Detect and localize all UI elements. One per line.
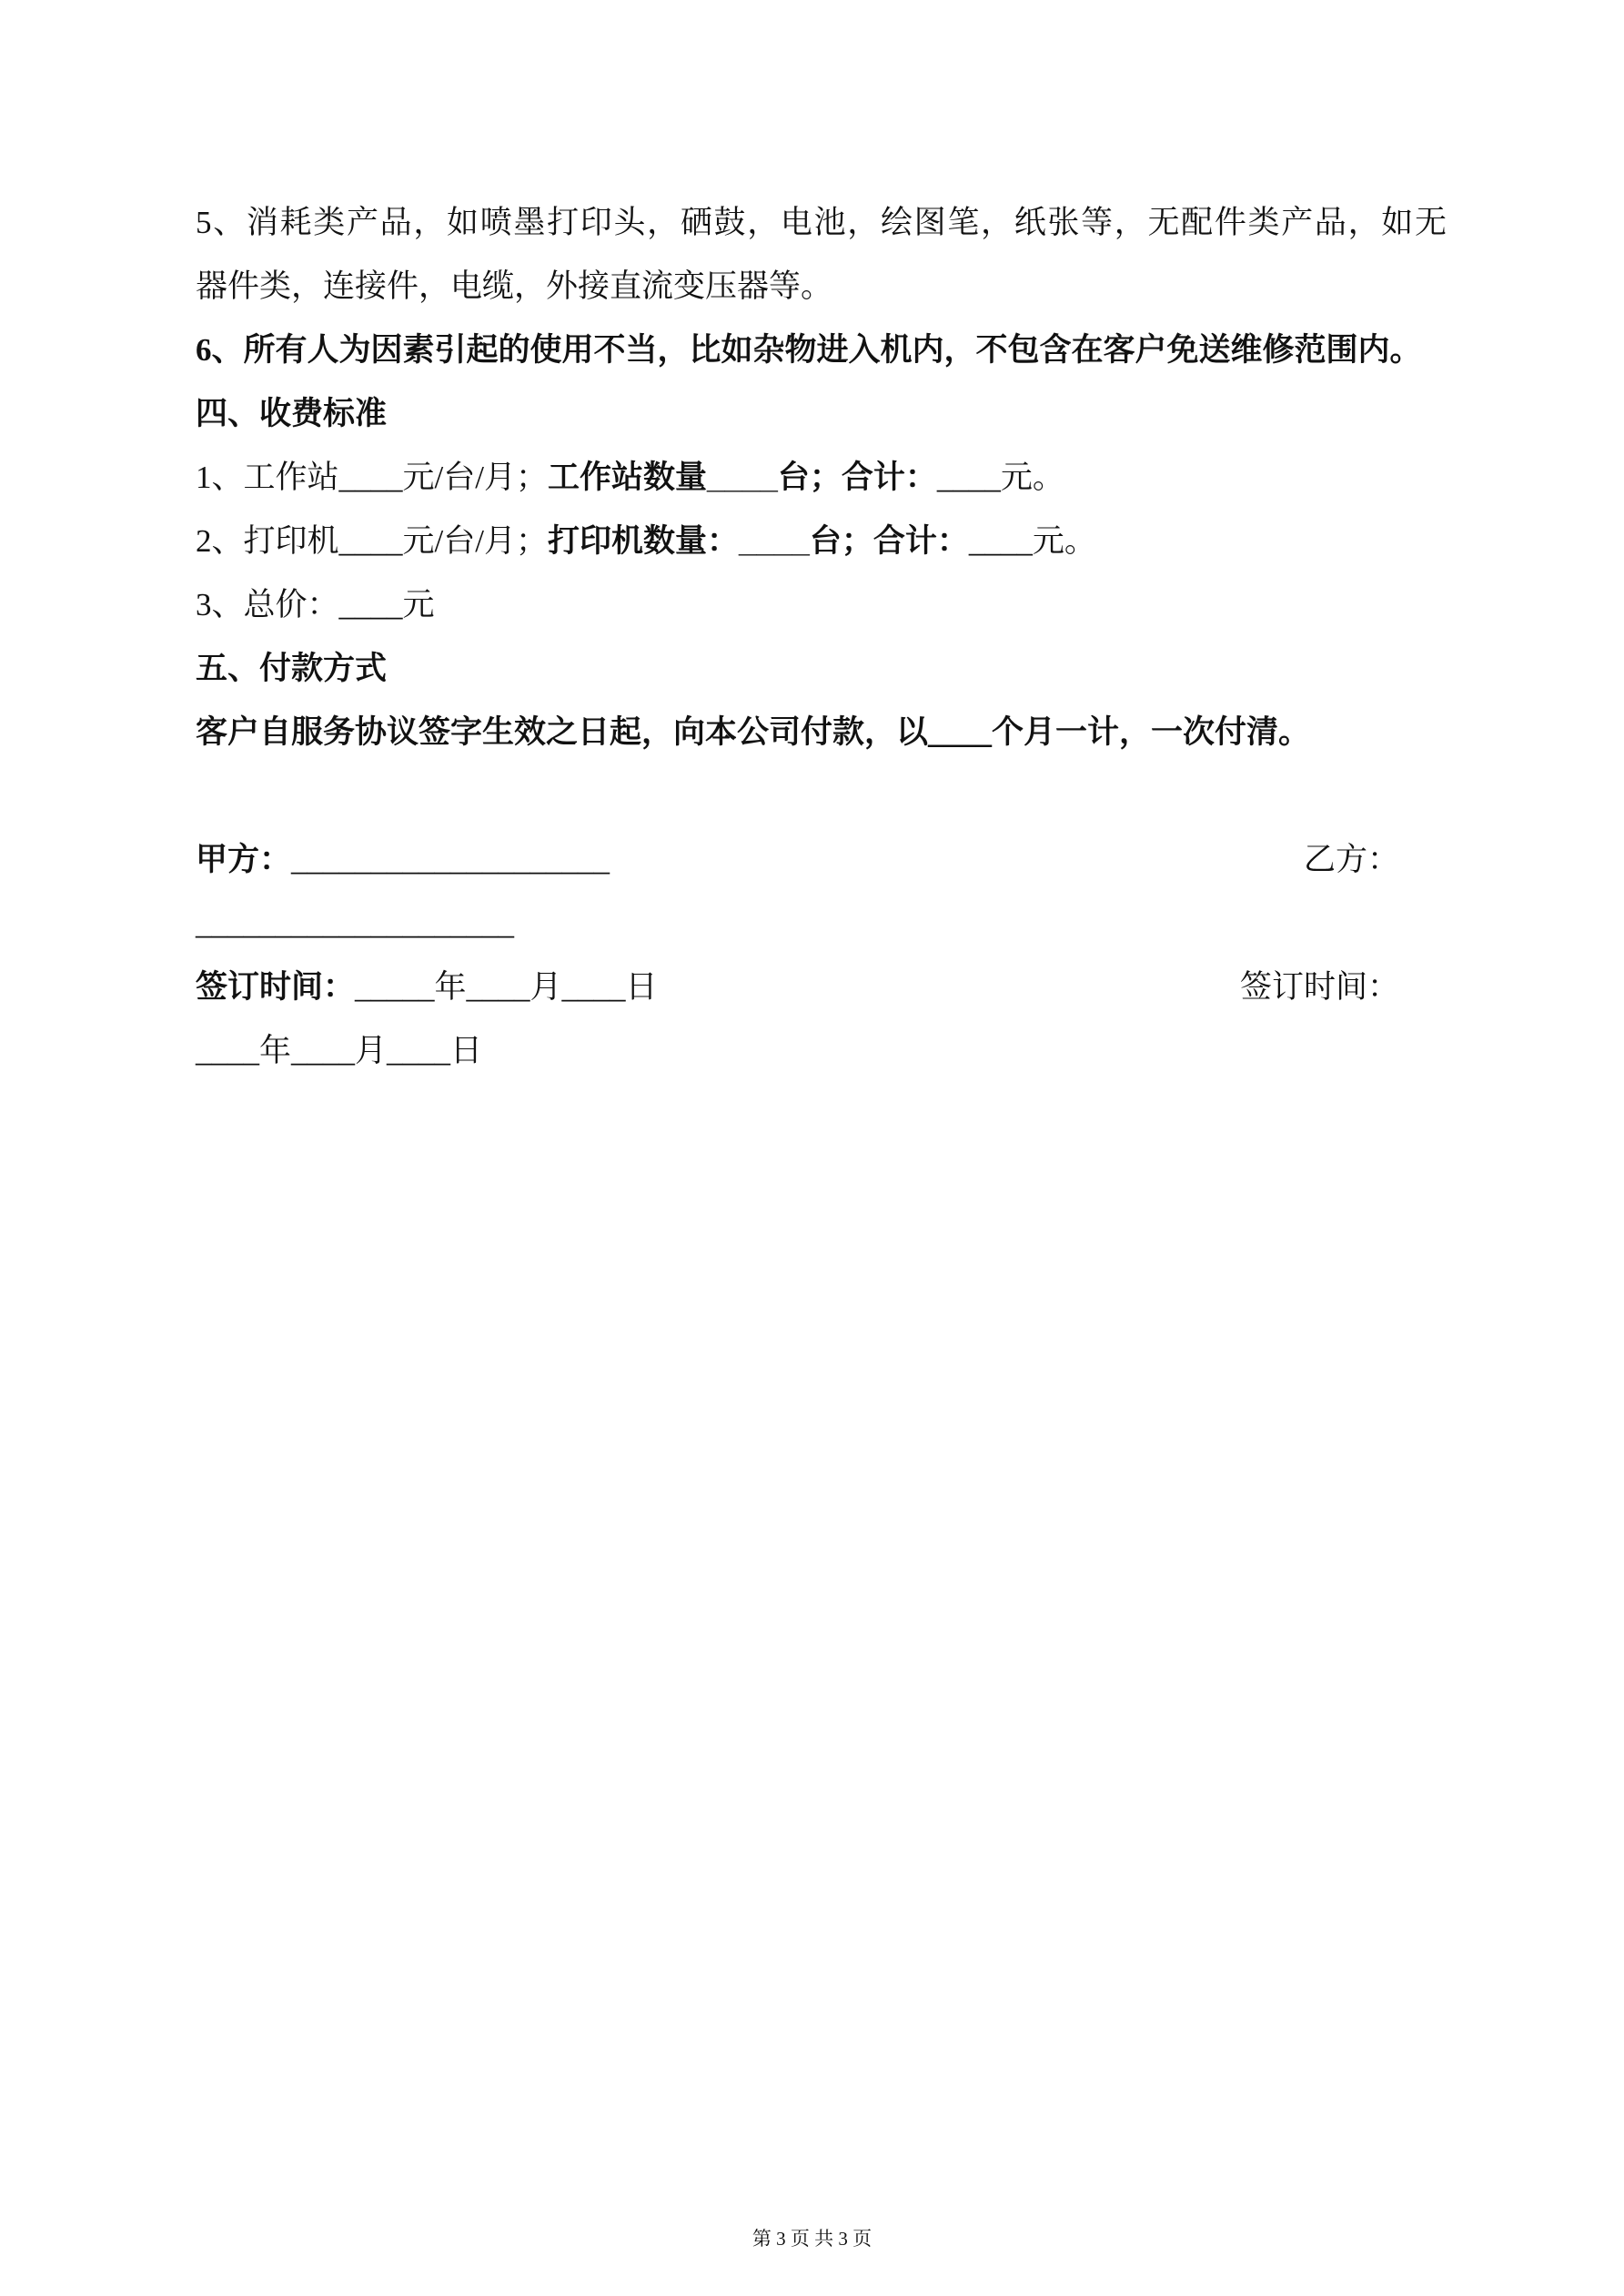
section-heading-payment: 五、付款方式 <box>196 651 388 686</box>
sign-date-b-value-line: ____年____月____日 <box>196 1033 483 1068</box>
blank-line <box>196 764 1447 828</box>
fee-line-grand-total: 3、总价：____元 <box>196 587 435 622</box>
clause-5-line-2: 器件类，连接件，电缆，外接直流变压器等。 <box>196 268 833 304</box>
party-a-label: 甲方： <box>196 842 292 877</box>
sign-date-a-label: 签订时间： <box>196 969 356 1005</box>
fee-printer-rate: 2、打印机____元/台/月； <box>196 523 548 559</box>
sign-date-a-value: _____年____月____日 <box>355 969 658 1005</box>
fee-workstation-quantity: 工作站数量____台；合计： <box>547 460 937 495</box>
party-b-blank-line: ____________________ <box>196 905 514 941</box>
fee-printer-total: ____元。 <box>968 523 1096 559</box>
page-number-footer: 第 3 页 共 3 页 <box>751 2228 873 2250</box>
signature-row <box>196 828 1447 892</box>
clause-6: 6、所有人为因素引起的使用不当，比如杂物进入机内，不包含在客户免送维修范围内。 <box>196 332 1422 368</box>
section-heading-fees: 四、收费标准 <box>196 396 388 431</box>
fee-printer-quantity: 打印机数量：____台；合计： <box>547 523 969 559</box>
fee-line-printer <box>196 510 1447 573</box>
party-a-signature <box>196 828 610 892</box>
document-body <box>196 191 1447 1083</box>
sign-date-row <box>196 956 1447 1019</box>
sign-date-b-label: 签订时间： <box>1239 969 1399 1005</box>
party-b-label: 乙方： <box>1303 842 1399 877</box>
sign-date-a <box>196 956 658 1019</box>
party-a-blank: ____________________ <box>291 842 610 877</box>
fee-line-workstation <box>196 446 1447 510</box>
clause-5-line-1: 5、消耗类产品，如喷墨打印头，硒鼓，电池，绘图笔，纸张等，无配件类产品，如无 <box>196 205 1447 240</box>
payment-terms: 客户自服务协议签字生效之日起，向本公司付款，以____个月一计，一次付清。 <box>196 714 1311 750</box>
fee-workstation-total: ____元。 <box>936 460 1064 495</box>
fee-workstation-rate: 1、工作站____元/台/月； <box>196 460 548 495</box>
